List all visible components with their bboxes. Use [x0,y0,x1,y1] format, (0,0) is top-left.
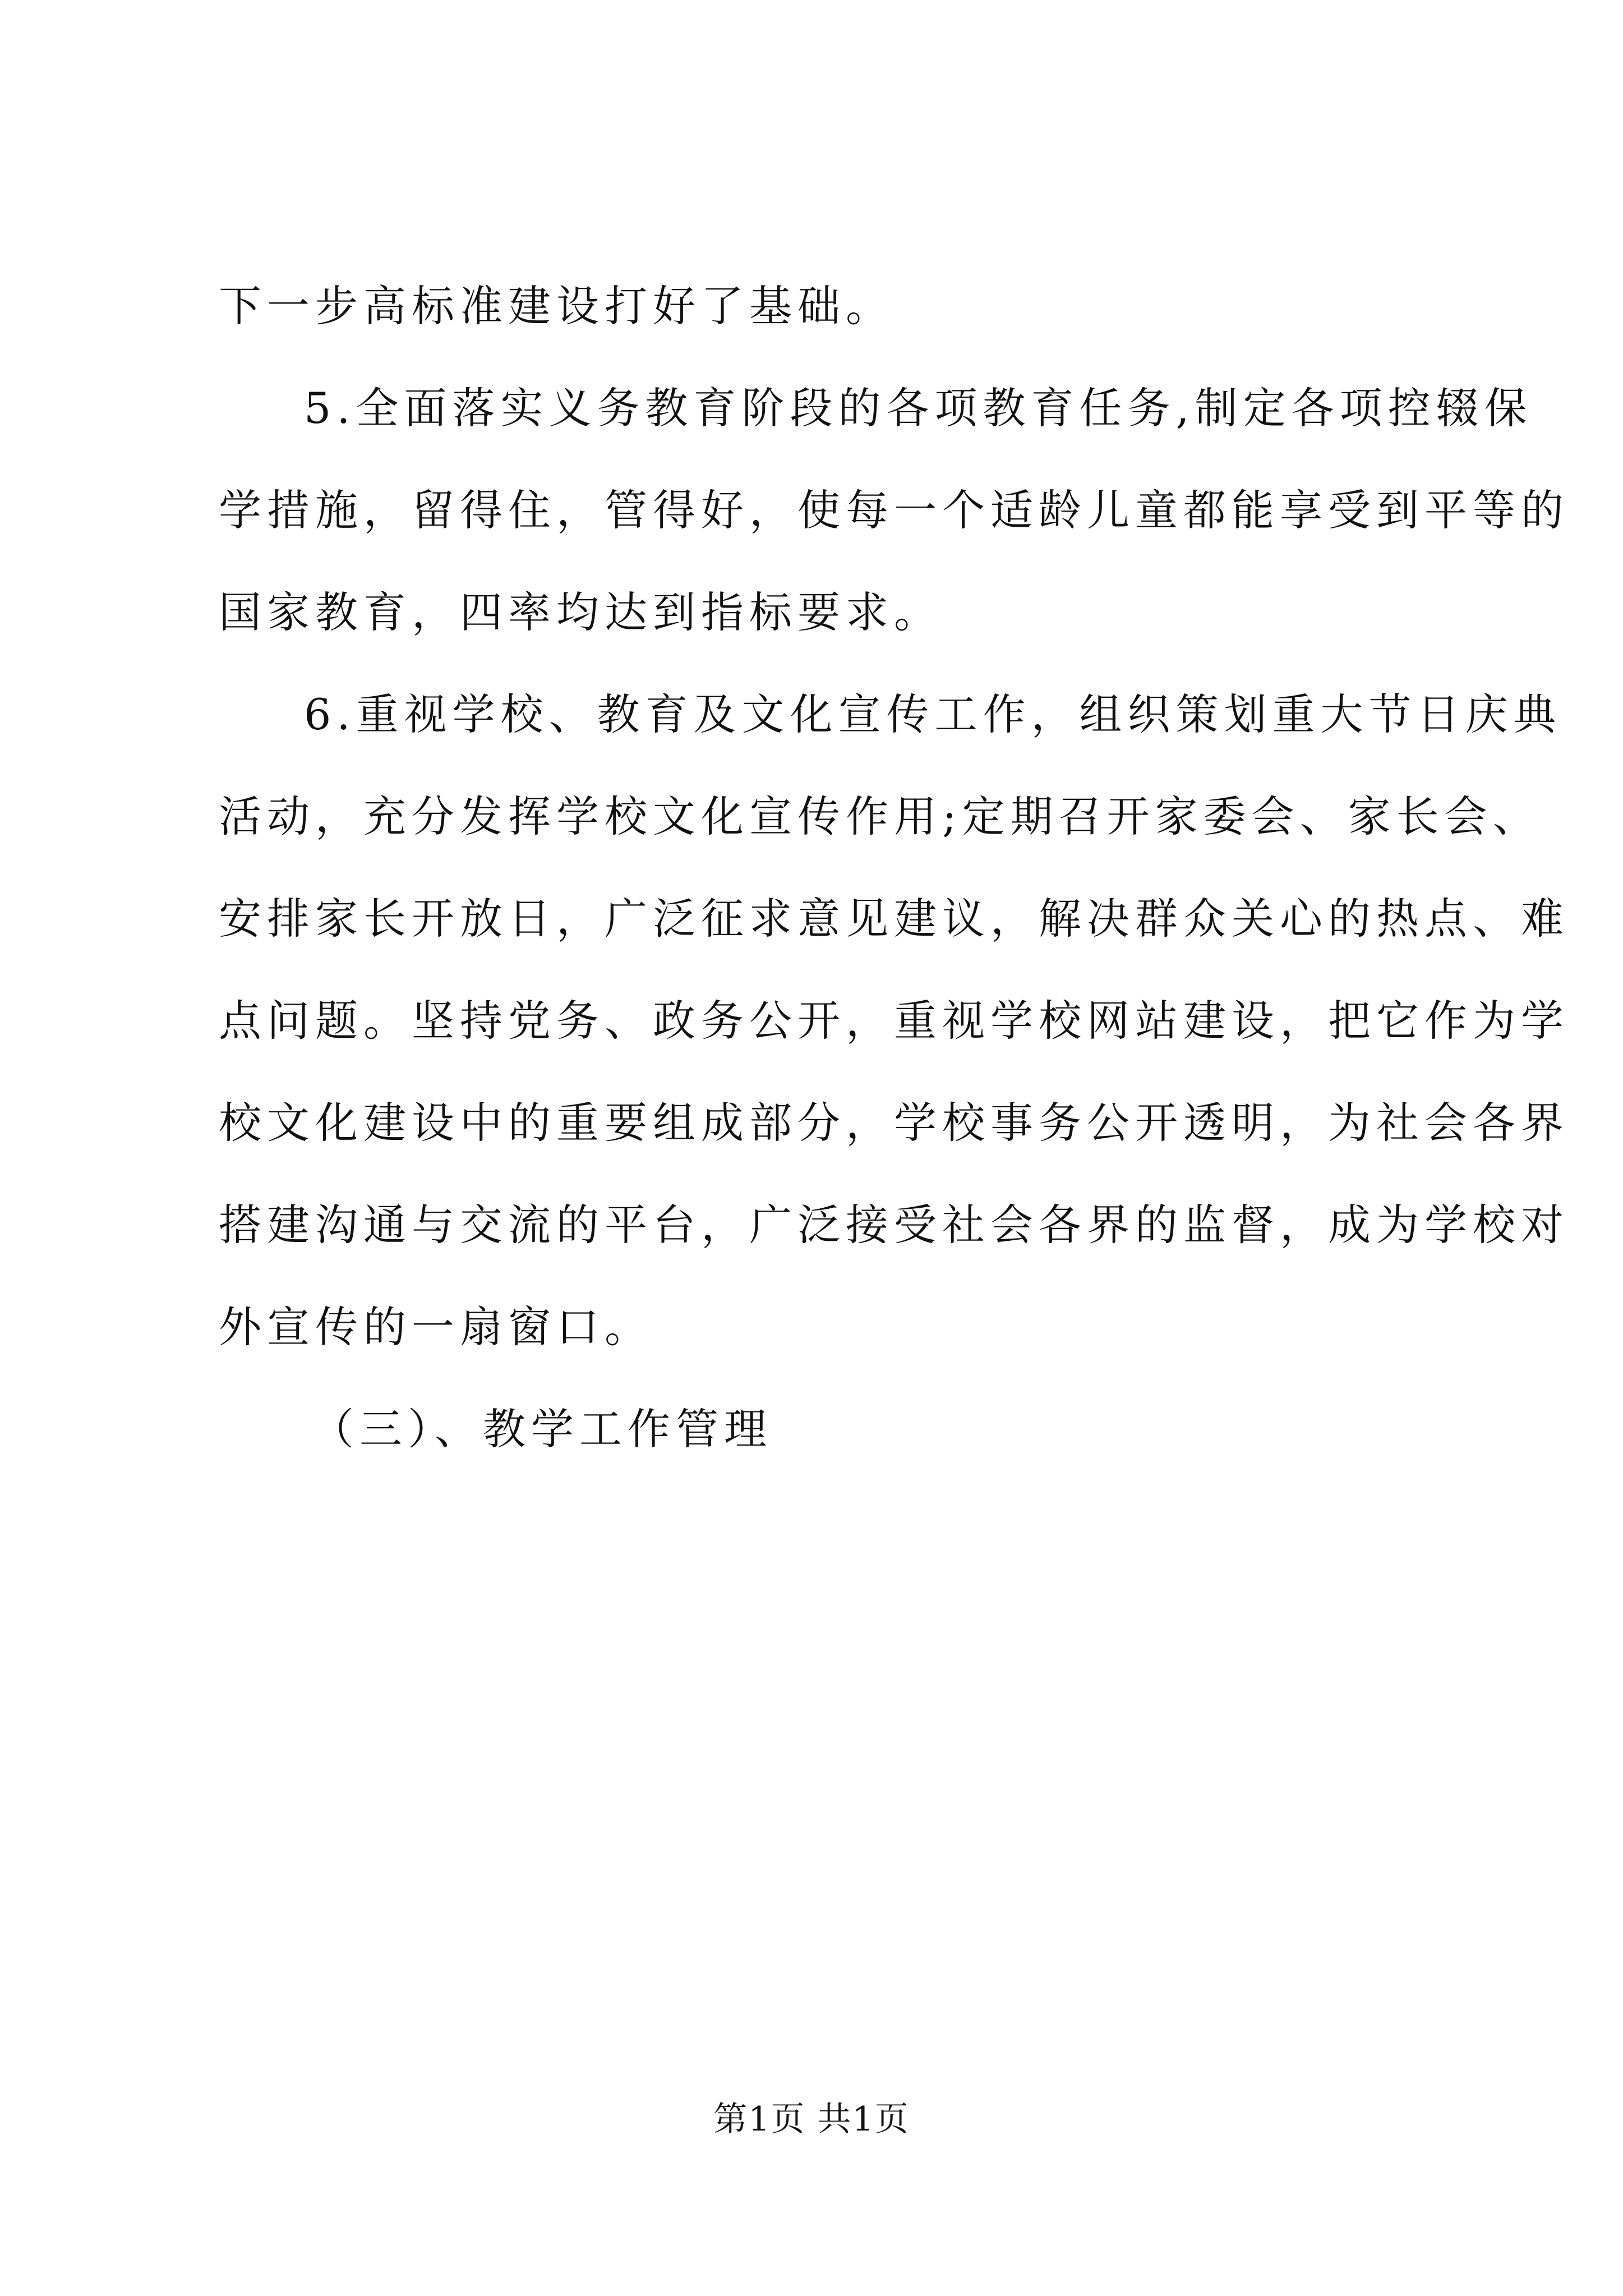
text-line: 活动，充分发挥学校文化宣传作用;定期召开家委会、家长会、 [219,792,1541,841]
text-line: 校文化建设中的重要组成部分，学校事务公开透明，为社会各界 [219,1098,1569,1148]
text-line: 安排家长开放日，广泛征求意见建议，解决群众关心的热点、难 [219,894,1569,944]
body-text [219,255,1569,1480]
text-line: 点问题。坚持党务、政务公开，重视学校网站建设，把它作为学 [219,996,1569,1046]
paragraph-5-first-line: 5.全面落实义务教育阶段的各项教育任务,制定各项控辍保 [304,383,1533,433]
text-line: 搭建沟通与交流的平台，广泛接受社会各界的监督，成为学校对 [219,1200,1569,1250]
text-line: 学措施，留得住，管得好，使每一个适龄儿童都能享受到平等的 [219,485,1569,535]
page-footer: 第1页 共1页 [713,2100,910,2139]
text-line: 下一步高标准建设打好了基础。 [219,281,894,331]
text-line: 国家教育，四率均达到指标要求。 [219,587,942,637]
paragraph-6-first-line: 6.重视学校、教育及文化宣传工作，组织策划重大节日庆典 [304,689,1562,739]
text-line: 外宣传的一扇窗口。 [219,1302,653,1352]
section-heading: （三）、教学工作管理 [311,1404,772,1454]
